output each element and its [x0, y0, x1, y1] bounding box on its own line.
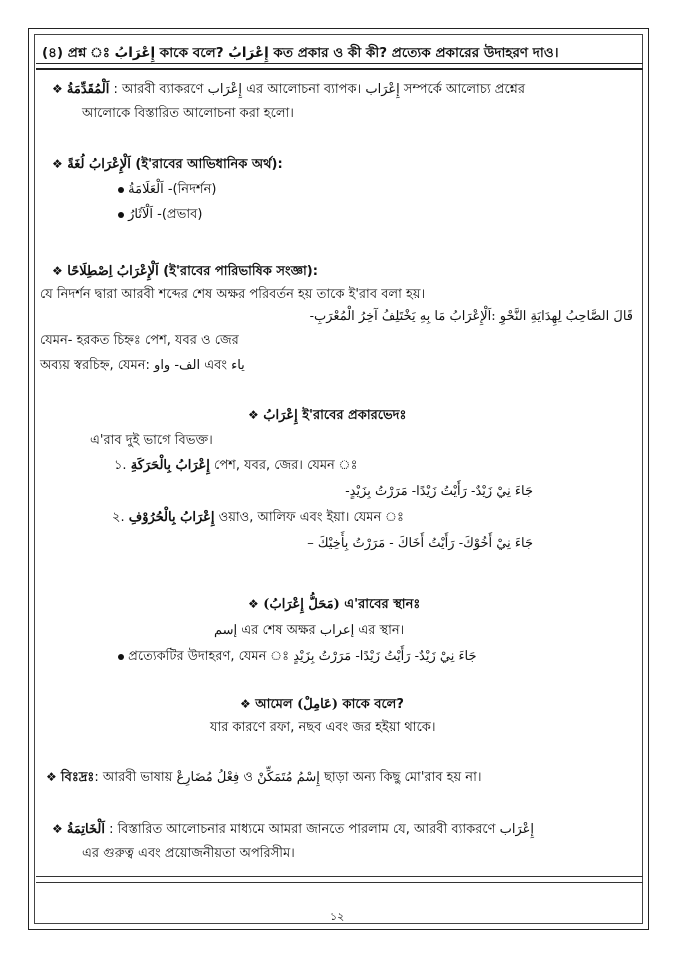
technical-quote: قَالَ الصَّاحِبُ لِهِدَايَةِ النَّحْوِ :اَلْإِعْرَابُ مَا بِهِ يَخْتَلِفُ آخِرُ الْمُعْرَبِ-	[309, 309, 633, 324]
type-1	[114, 457, 358, 475]
technical-heading-bn: (ই'রাবের পারিভাষিক সংজ্ঞা):	[163, 264, 318, 279]
diamond-bullet-icon: ❖	[52, 82, 63, 96]
note-line: ❖ বিঃদ্রঃ: আরবী ভাষায় فِعْلُ مُضَارِعْ ও إِسْمُ مُتَمَكِّنْ ছাড়া অন্য কিছু মো'রাব হয় না।	[46, 770, 482, 785]
place-line-2	[118, 648, 477, 666]
type-1-bn: পেশ, যবর, জের। যেমন ঃ	[214, 458, 358, 473]
place-heading	[248, 595, 420, 614]
type-2-label: ২.	[112, 510, 125, 525]
conclusion-text-1: : বিস্তারিত আলোচনার মাধ্যমে আমরা জানতে পারলাম যে, আরবী ব্যাকরণে إِعْرَاب	[109, 822, 535, 837]
intro-text-1: : আরবী ব্যাকরণে إِعْرَاب এর আলোচনা ব্যাপক। إِعْرَاب সম্পর্কে আলোচ্য প্রশ্নের	[113, 82, 526, 97]
technical-line-1: যে নিদর্শন দ্বারা আরবী শব্দের শেষ অক্ষর পরিবর্তন হয় তাকে ই'রাব বলা হয়।	[40, 287, 426, 302]
note-conj: ও	[243, 770, 253, 785]
type-2-ar: إِعْرَابُ بِالْحُرُوْفِ	[128, 510, 215, 525]
place-heading-ar: (مَحَلُّ إِعْرَابُ)	[263, 597, 340, 612]
place-line-1	[214, 622, 404, 640]
type-1-label: ১.	[114, 458, 127, 473]
note-ar-1: فِعْلُ مُضَارِعْ	[176, 770, 240, 785]
bullet-icon	[118, 654, 124, 660]
note-label: বিঃদ্রঃ	[60, 770, 95, 785]
lexical-item-1	[118, 181, 216, 199]
types-intro: এ'রাব দুই ভাগে বিভক্ত।	[90, 433, 213, 448]
lexical-heading-ar: اَلْإِعْرَابُ لُغَةً	[67, 157, 131, 172]
place-word-irab: إعراب	[319, 623, 355, 638]
type-1-ar: إِعْرَابُ بِالْحَرَكَةِ	[130, 458, 210, 473]
types-heading	[248, 406, 406, 425]
lexical-item-bn: -(নিদর্শন)	[167, 182, 217, 197]
diamond-bullet-icon: ❖	[46, 770, 57, 784]
technical-heading	[52, 262, 318, 281]
conclusion-heading: اَلْخَاتِمَةُ	[66, 822, 105, 837]
bullet-icon	[118, 212, 124, 218]
conclusion-line-2: এর গুরুত্ব এবং প্রয়োজনীয়তা অপরিসীম।	[82, 846, 295, 861]
diamond-bullet-icon: ❖	[52, 264, 63, 278]
note-text-a: আরবী ভাষায়	[102, 770, 173, 785]
footer-rule-1	[36, 876, 643, 877]
bullet-icon	[118, 187, 124, 193]
note-text-b: ছাড়া অন্য কিছু মো'রাব হয় না।	[323, 770, 482, 785]
place-heading-bn: এ'রাবের স্থানঃ	[344, 597, 421, 612]
diamond-bullet-icon: ❖	[52, 822, 63, 836]
place-text-2: এর স্থান।	[358, 623, 405, 638]
technical-line-4: অব্যয় স্বরচিহ্ন, যেমন: الف- واو এবং ياء	[40, 358, 245, 373]
lexical-item-bn: -(প্রভাব)	[157, 207, 203, 222]
lexical-heading	[52, 155, 283, 174]
diamond-bullet-icon: ❖	[52, 157, 63, 171]
place-word-ism: إسم	[214, 623, 238, 638]
intro-heading: اَلْمُقَدِّمَةُ	[66, 82, 110, 97]
diamond-bullet-icon: ❖	[248, 408, 259, 422]
technical-line-3: যেমন- হরকত চিহ্নঃ পেশ, যবর ও জের	[40, 333, 239, 348]
title-box	[36, 36, 643, 70]
types-heading-bn: ই'রাবের প্রকারভেদঃ	[302, 408, 407, 423]
type-2-example: جَاءَ نِيْ أَخُوْكَ- رَأَيْتُ أَخَاكَ - مَرَرْتُ بِأَخِيْكَ –	[307, 536, 533, 551]
intro-line-2: আলোকে বিস্তারিত আলোচনা করা হলো।	[82, 106, 294, 121]
type-2-bn: ওয়াও, আলিফ এবং ইয়া। যেমন ঃ	[218, 510, 404, 525]
place-example-ar: جَاءَ نِيْ زَيْدٌ- رَأَيْتُ زَيْدًا- مَرَرْتُ بِزَيْدٍ	[293, 649, 477, 664]
place-example-label: প্রত্যেকটির উদাহরণ, যেমন ঃ	[128, 649, 290, 664]
type-2	[112, 509, 404, 527]
note-ar-2: إِسْمُ مُتَمَكِّنْ	[257, 770, 320, 785]
diamond-bullet-icon: ❖	[248, 597, 259, 611]
lexical-item-ar: اَلْعَلَامَةُ	[128, 182, 164, 197]
place-text-1: এর শেষ অক্ষর	[241, 623, 316, 638]
lexical-item-2	[118, 206, 202, 224]
diamond-bullet-icon: ❖	[240, 697, 251, 711]
intro-line-1	[52, 80, 525, 99]
amel-line-1: যার কারণে রফা, নছব এবং জর হইয়া থাকে।	[210, 720, 436, 735]
conclusion-line-1	[52, 820, 534, 839]
amel-heading-bn: আমেল	[255, 697, 293, 712]
types-heading-ar: إِعْرَابُ	[263, 408, 298, 423]
amel-heading-ar: (عَامِلْ)	[297, 697, 338, 712]
footer-rule-2	[36, 882, 643, 883]
page-number: ১২	[330, 910, 345, 923]
type-1-example: جَاءَ نِيْ زَيْدٌ- رَأَيْتُ زَيْدًا- مَرَرْتُ بِزَيْدٍ-	[345, 484, 533, 499]
amel-heading-tail: কাকে বলে?	[342, 697, 404, 712]
page-title: (৪) প্রশ্ন ঃ إِعْرَابُ কাকে বলে? إِعْرَابُ কত প্রকার ও কী কী? প্রত্যেক প্রকারের উদাহরণ দাও।	[42, 45, 559, 61]
technical-heading-ar: اَلْإِعْرَابُ اِصْطِلَاحًا	[67, 264, 159, 279]
lexical-heading-bn: (ই'রাবের আভিধানিক অর্থ):	[135, 157, 283, 172]
lexical-item-ar: اَلْآثَارُ	[128, 207, 154, 222]
amel-heading	[240, 695, 404, 714]
